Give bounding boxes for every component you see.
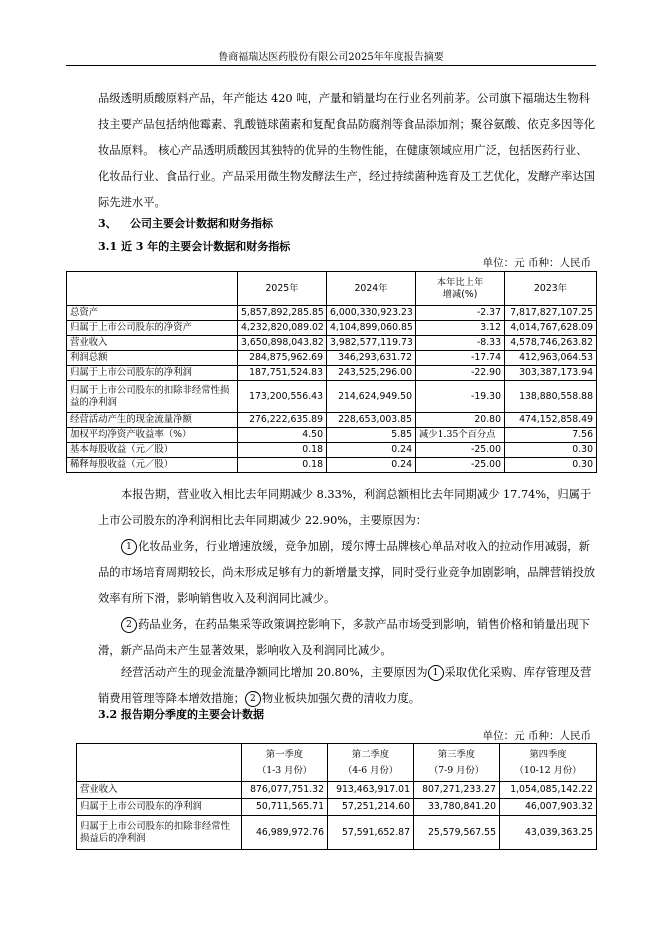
table-2-col-q1: 第一季度 （1-3 月份） <box>242 744 328 782</box>
cell-y2023: 7.56 <box>505 428 597 443</box>
table-2-row <box>77 782 597 799</box>
cell-y2025: 0.18 <box>238 458 327 473</box>
cell-y2023: 4,014,767,628.09 <box>505 321 597 336</box>
table-1-header-row <box>67 272 597 306</box>
cell-y2023: 303,387,173.94 <box>505 366 597 381</box>
cell-q3: 807,271,233.27 <box>414 782 500 799</box>
table-1-row <box>67 381 597 413</box>
cell-q4: 46,007,903.32 <box>500 799 597 816</box>
cell-y2024: 243,525,296.00 <box>327 366 416 381</box>
table-1-row <box>67 336 597 351</box>
table-2-col-q3: 第三季度 （7-9 月份） <box>414 744 500 782</box>
table-2-row <box>77 799 597 816</box>
cell-y2025: 173,200,556.43 <box>238 381 327 413</box>
cell-y2023: 0.30 <box>505 443 597 458</box>
cell-y2023: 412,963,064.53 <box>505 351 597 366</box>
header-divider <box>66 65 596 66</box>
section-3-heading <box>98 216 273 232</box>
row-label: 营业收入 <box>77 782 242 799</box>
cell-q1: 46,989,972.76 <box>242 816 328 850</box>
cell-q3: 25,579,567.55 <box>414 816 500 850</box>
cell-change: -25.00 <box>416 458 505 473</box>
cell-change: -25.00 <box>416 443 505 458</box>
table-1-row <box>67 306 597 321</box>
cell-change: -17.74 <box>416 351 505 366</box>
section-3-2-title: 3.2 报告期分季度的主要会计数据 <box>98 708 264 721</box>
cell-q3: 33,780,841.20 <box>414 799 500 816</box>
table-2-col-q4: 第四季度 （10-12 月份） <box>500 744 597 782</box>
circled-number-2: 2 <box>121 617 137 633</box>
table-1-row <box>67 321 597 336</box>
intro-paragraph: 品级透明质酸原料产品，年产能达 420 吨，产量和销量均在行业名列前茅。公司旗下福瑞达生物科技主要产品包括纳他霉素、乳酸链球菌素和复配食品防腐剂等食品添加剂；聚谷氨酸、依克多因等化妆品原料。 核心产品透明质酸因其独特的优异的生物性能，在健康领域应用广泛，包括医药行业、化妆品行业、食品行业。产品采用微生物发酵法生产，经过持续菌种选育及工艺优化，发酵产率达国际先进水平。 <box>98 92 596 209</box>
cell-change: 减少1.35个百分点 <box>416 428 505 443</box>
cell-y2024: 5.85 <box>327 428 416 443</box>
table-1-col-2025: 2025年 <box>238 272 327 306</box>
circled-number-2-cashflow: 2 <box>245 691 261 707</box>
quarterly-data-table <box>76 743 597 850</box>
analysis-paragraph-cashflow <box>98 660 596 712</box>
cell-y2024: 228,653,003.85 <box>327 413 416 428</box>
cell-y2025: 3,650,898,043.82 <box>238 336 327 351</box>
row-label: 营业收入 <box>67 336 238 351</box>
analysis-paragraph-pharma <box>98 612 596 664</box>
cashflow-text-b: 采取优化采购、库存管理及营销费用管理等降本增效措施； <box>98 666 592 705</box>
section-3-number: 3、 <box>98 217 117 230</box>
cell-change: -8.33 <box>416 336 505 351</box>
analysis-paragraph-1: 本报告期，营业收入相比去年同期减少 8.33%，利润总额相比去年同期减少 17.74%，归属于上市公司股东的净利润相比去年同期减少 22.90%，主要原因为： <box>98 488 592 527</box>
cell-change: -22.90 <box>416 366 505 381</box>
table-2-row <box>77 816 597 850</box>
circled-number-1: 1 <box>121 539 137 555</box>
table-2-header-row <box>77 744 597 782</box>
three-year-financials-table <box>66 271 597 473</box>
table-1-col-2024: 2024年 <box>327 272 416 306</box>
row-label: 归属于上市公司股东的扣除非经常性损益的净利润 <box>67 381 238 413</box>
table-1-col-label <box>67 272 238 306</box>
cell-y2023: 7,817,827,107.25 <box>505 306 597 321</box>
table-1-row <box>67 428 597 443</box>
cell-y2025: 284,875,962.69 <box>238 351 327 366</box>
cashflow-text-c: 物业板块加强欠费的清收力度。 <box>261 692 421 705</box>
page-header: 鲁商福瑞达医药股份有限公司2025年年度报告摘要 <box>218 52 444 63</box>
cell-y2023: 0.30 <box>505 458 597 473</box>
cell-q2: 57,591,652.87 <box>328 816 414 850</box>
row-label: 归属于上市公司股东的净利润 <box>67 366 238 381</box>
row-label: 稀释每股收益（元／股） <box>67 458 238 473</box>
table-2-col-label <box>77 744 242 782</box>
table-2-col-q2: 第二季度 （4-6 月份） <box>328 744 414 782</box>
cell-q1: 50,711,565.71 <box>242 799 328 816</box>
row-label: 总资产 <box>67 306 238 321</box>
row-label: 归属于上市公司股东的净资产 <box>67 321 238 336</box>
table-1-row <box>67 458 597 473</box>
cell-q1: 876,077,751.32 <box>242 782 328 799</box>
cell-y2024: 6,000,330,923.23 <box>327 306 416 321</box>
cell-change: -2.37 <box>416 306 505 321</box>
table-1-col-change: 本年比上年 增减(%) <box>416 272 505 306</box>
cell-y2025: 276,222,635.89 <box>238 413 327 428</box>
cell-y2025: 4.50 <box>238 428 327 443</box>
section-3-title: 公司主要会计数据和财务指标 <box>130 217 273 230</box>
row-label: 基本每股收益（元／股） <box>67 443 238 458</box>
row-label: 归属于上市公司股东的扣除非经常性损益后的净利润 <box>77 816 242 850</box>
cell-y2024: 214,624,949.50 <box>327 381 416 413</box>
table-1-row <box>67 443 597 458</box>
cell-y2025: 5,857,892,285.85 <box>238 306 327 321</box>
cell-q2: 913,463,917.01 <box>328 782 414 799</box>
analysis-paragraph-cosmetics <box>98 534 596 612</box>
cell-y2023: 4,578,746,263.82 <box>505 336 597 351</box>
cell-y2023: 474,152,858.49 <box>505 413 597 428</box>
analysis-cosmetics-text: 化妆品业务，行业增速放缓，竞争加剧，瑷尔博士品牌核心单品对收入的拉动作用减弱，新品的市场培育周期较长，尚未形成足够有力的新增量支撑，同时受行业竞争加剧影响，品牌营销投放效率有所下滑，影响销售收入及利润同比减少。 <box>98 540 596 605</box>
cell-y2024: 346,293,631.72 <box>327 351 416 366</box>
cell-y2024: 3,982,577,119.73 <box>327 336 416 351</box>
row-label: 归属于上市公司股东的净利润 <box>77 799 242 816</box>
cell-y2025: 187,751,524.83 <box>238 366 327 381</box>
table-1-row <box>67 366 597 381</box>
cell-change: -19.30 <box>416 381 505 413</box>
cell-y2024: 0.24 <box>327 458 416 473</box>
cell-change: 3.12 <box>416 321 505 336</box>
cell-q4: 43,039,363.25 <box>500 816 597 850</box>
table-1-unit: 单位：元 币种：人民币 <box>482 257 591 269</box>
circled-number-1-cashflow: 1 <box>428 665 444 681</box>
table-1-row <box>67 351 597 366</box>
cell-y2023: 138,880,558.88 <box>505 381 597 413</box>
analysis-pharma-text: 药品业务，在药品集采等政策调控影响下，多款产品市场受到影响，销售价格和销量出现下滑，新产品尚未产生显著效果，影响收入及利润同比减少。 <box>98 618 590 657</box>
cell-y2025: 4,232,820,089.02 <box>238 321 327 336</box>
table-1-col-2023: 2023年 <box>505 272 597 306</box>
cell-y2024: 0.24 <box>327 443 416 458</box>
cell-change: 20.80 <box>416 413 505 428</box>
cell-q4: 1,054,085,142.22 <box>500 782 597 799</box>
section-3-1-title: 3.1 近 3 年的主要会计数据和财务指标 <box>98 240 291 253</box>
cell-y2025: 0.18 <box>238 443 327 458</box>
row-label: 加权平均净资产收益率（%） <box>67 428 238 443</box>
table-1-row <box>67 413 597 428</box>
cell-y2024: 4,104,899,060.85 <box>327 321 416 336</box>
row-label: 经营活动产生的现金流量净额 <box>67 413 238 428</box>
row-label: 利润总额 <box>67 351 238 366</box>
cell-q2: 57,251,214.60 <box>328 799 414 816</box>
table-2-unit: 单位：元 币种：人民币 <box>482 730 591 742</box>
cashflow-text-a: 经营活动产生的现金流量净额同比增加 20.80%，主要原因为 <box>121 666 428 679</box>
